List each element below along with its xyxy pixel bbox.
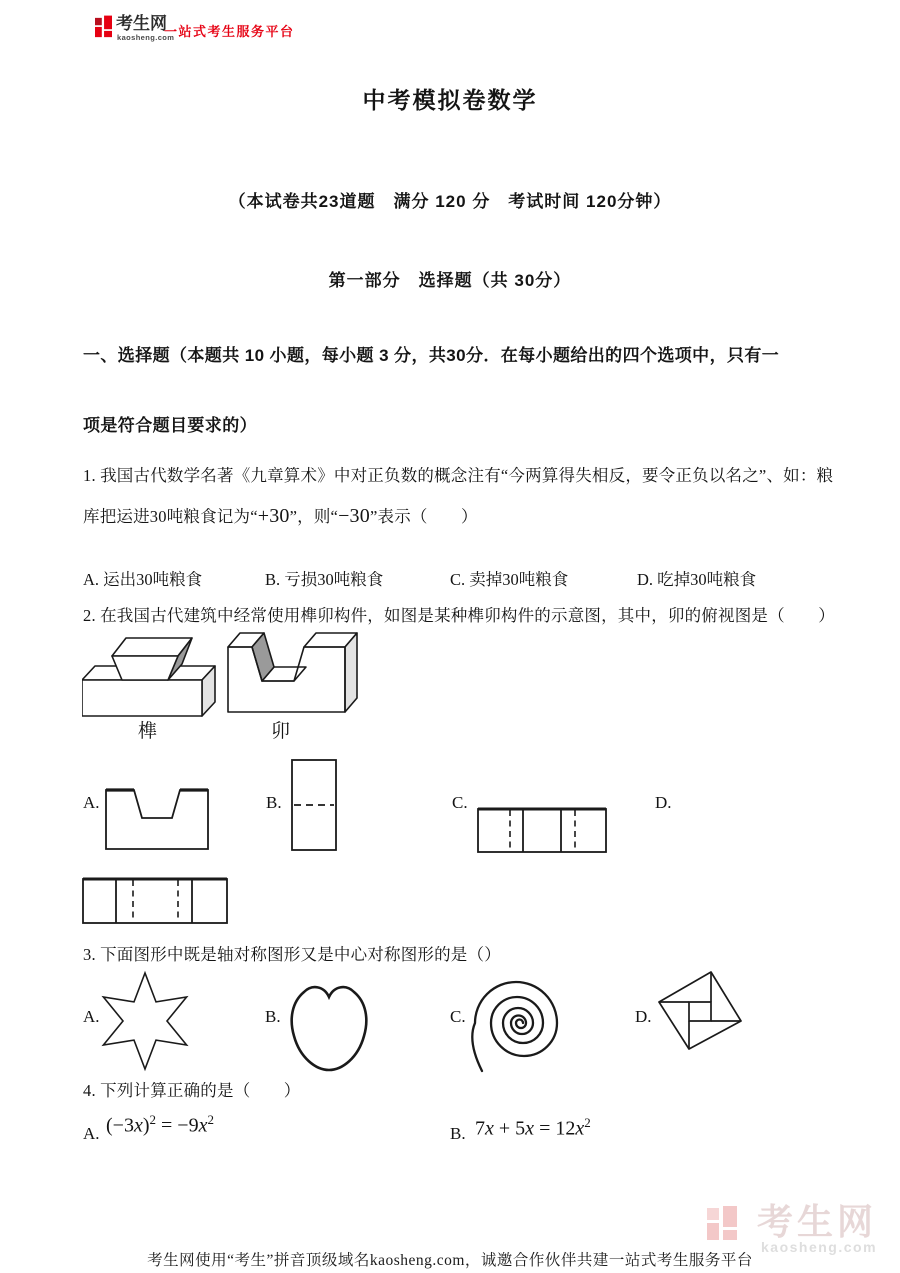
mortise-caption: 卯 bbox=[271, 721, 292, 742]
q2-figure-a-notched-rectangle bbox=[104, 786, 210, 852]
tenon-3d-figure bbox=[82, 633, 217, 718]
kaosheng-logo bbox=[95, 14, 112, 41]
watermark-logo bbox=[703, 1206, 741, 1246]
q1-option-a: A. 运出30吨粮食 bbox=[83, 570, 203, 589]
q3-option-d-label: D. bbox=[635, 1007, 652, 1026]
q4-text: 4. 下列计算正确的是（ ） bbox=[83, 1081, 301, 1100]
q2-figure-c-three-sections bbox=[477, 807, 607, 853]
footer-text: 考生网使用“考生”拼音顶级域名kaosheng.com，诚邀合作伙伴共建一站式考生服务平台 bbox=[147, 1252, 753, 1269]
paper-subtitle: （本试卷共23道题 满分 120 分 考试时间 120分钟） bbox=[228, 192, 672, 211]
page-title: 中考模拟卷数学 bbox=[362, 87, 538, 113]
watermark-logo-icon bbox=[703, 1206, 741, 1246]
q2-option-b-label: B. bbox=[266, 793, 282, 812]
q3-figure-a-six-pointed-star-icon bbox=[98, 969, 193, 1073]
watermark-domain: kaosheng.com bbox=[761, 1239, 878, 1255]
q2-option-c-label: C. bbox=[452, 793, 468, 812]
q1-text-line-1: 1. 我国古代数学名著《九章算术》中对正负数的概念注有“今两算得失相反，要令正负以名之”、如：粮 bbox=[83, 466, 834, 485]
q4-option-a-formula: $(-3x)^2 = -9x^2$ bbox=[106, 1112, 214, 1137]
q3-option-b-label: B. bbox=[265, 1007, 281, 1026]
q1-text-line-2: 库把运进30吨粮食记为“+30”，则“−30”表示（ ） bbox=[83, 505, 478, 527]
q4-option-b-label: B. bbox=[450, 1124, 466, 1143]
logo-tagline: 一站式考生服务平台 bbox=[164, 24, 295, 39]
tenon-caption: 榫 bbox=[138, 721, 159, 742]
q4-option-b-formula: $7x + 5x = 12x^2$ bbox=[475, 1115, 591, 1140]
section-header: 第一部分 选择题（共 30分） bbox=[328, 271, 572, 290]
instruction-line-1: 一、选择题（本题共 10 小题，每小题 3 分，共30分．在每小题给出的四个选项中，只有一 bbox=[83, 346, 780, 365]
q2-option-a-label: A. bbox=[83, 793, 100, 812]
q3-option-a-label: A. bbox=[83, 1007, 100, 1026]
q4-option-a-label: A. bbox=[83, 1124, 100, 1143]
logo-name: 考生网 bbox=[116, 14, 167, 33]
q2-option-d-label: D. bbox=[655, 793, 672, 812]
mortise-3d-figure bbox=[223, 629, 361, 717]
q1-option-d: D. 吃掉30吨粮食 bbox=[637, 570, 757, 589]
q2-text: 2. 在我国古代建筑中经常使用榫卯构件，如图是某种榫卯构件的示意图，其中，卯的俯视图是（ ） bbox=[83, 606, 835, 625]
q3-figure-b-heart-curve-icon bbox=[288, 983, 370, 1073]
q3-text: 3. 下面图形中既是轴对称图形又是中心对称图形的是（） bbox=[83, 945, 501, 964]
q1-option-c: C. 卖掉30吨粮食 bbox=[450, 570, 569, 589]
q3-figure-d-pinwheel-icon bbox=[651, 969, 743, 1055]
instruction-line-2: 项是符合题目要求的） bbox=[83, 416, 257, 435]
logo-domain: kaosheng.com bbox=[117, 33, 175, 42]
kaosheng-logo-icon bbox=[95, 14, 112, 41]
q3-option-c-label: C. bbox=[450, 1007, 466, 1026]
q3-figure-c-spiral-icon bbox=[466, 971, 562, 1075]
q2-figure-d-three-sections bbox=[82, 877, 228, 925]
watermark-name: 考生网 bbox=[757, 1201, 878, 1242]
q2-figure-b-rectangle-dashed bbox=[291, 759, 337, 851]
q1-option-b: B. 亏损30吨粮食 bbox=[265, 570, 384, 589]
